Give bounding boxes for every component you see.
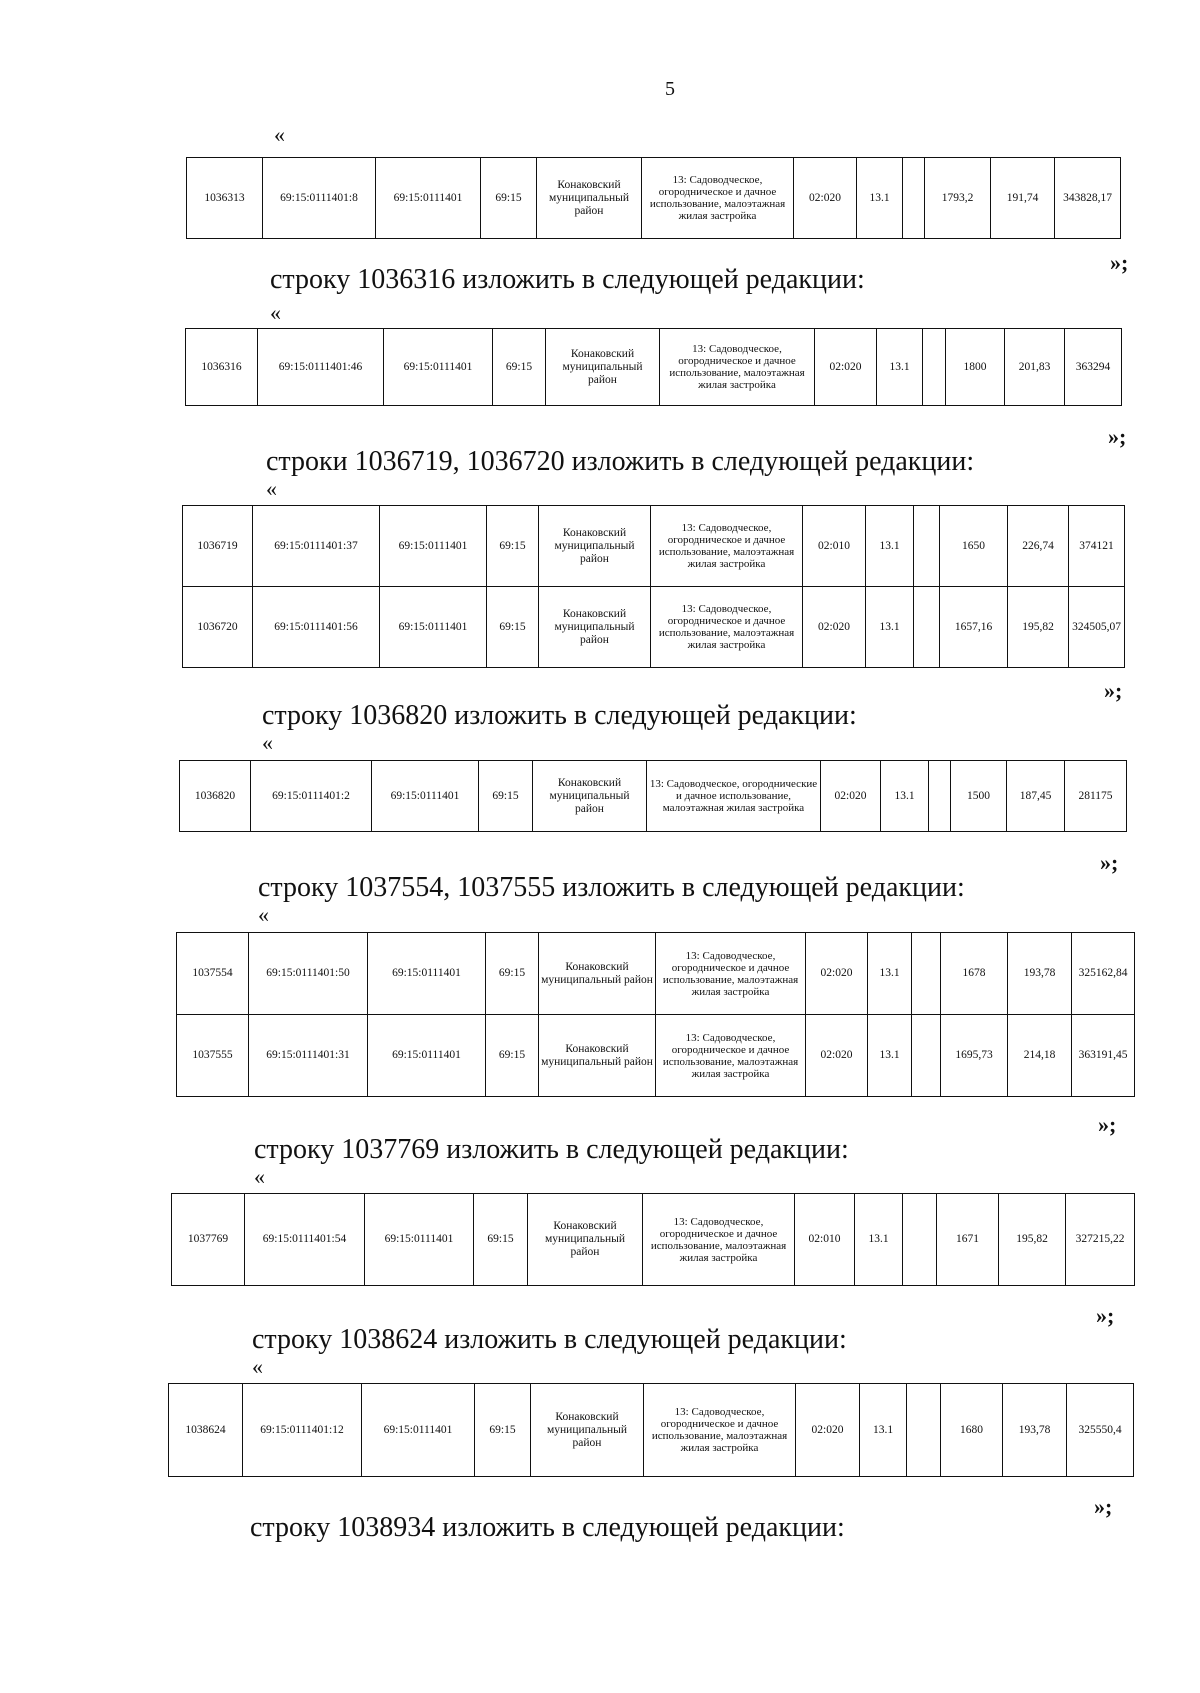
blank-cell (914, 506, 940, 587)
district-code: 69:15 (486, 1015, 539, 1097)
group: 13.1 (868, 1015, 912, 1097)
cadastral-number: 69:15:0111401:56 (253, 587, 380, 668)
blank-cell (912, 1015, 941, 1097)
area: 1678 (941, 933, 1008, 1015)
cadastral-number: 69:15:0111401:8 (263, 158, 376, 239)
section-heading: строку 1036820 изложить в следующей редакции: (262, 700, 857, 731)
group: 13.1 (866, 506, 914, 587)
cadastral-value: 325550,4 (1067, 1384, 1134, 1477)
cadastral-value: 363294 (1065, 329, 1122, 406)
rate: 191,74 (991, 158, 1055, 239)
cadastral-quarter: 69:15:0111401 (376, 158, 481, 239)
code: 02:020 (821, 761, 881, 832)
row-table (168, 1383, 1134, 1477)
row-id: 1036313 (187, 158, 263, 239)
table-row (177, 1015, 1135, 1097)
table-row (177, 933, 1135, 1015)
row-id: 1036316 (186, 329, 258, 406)
table-row (183, 587, 1125, 668)
district-code: 69:15 (481, 158, 537, 239)
cadastral-quarter: 69:15:0111401 (372, 761, 479, 832)
cadastral-number: 69:15:0111401:12 (243, 1384, 362, 1477)
close-quote: »; (1104, 678, 1123, 703)
district-name: Конаковский муниципальный район (546, 329, 660, 406)
area: 1680 (941, 1384, 1003, 1477)
code: 02:010 (803, 506, 866, 587)
group: 13.1 (857, 158, 903, 239)
group: 13.1 (855, 1194, 903, 1286)
open-quote: « (252, 1354, 263, 1379)
close-quote: »; (1098, 1112, 1117, 1137)
district-name: Конаковский муниципальный район (531, 1384, 644, 1477)
rate: 201,83 (1005, 329, 1065, 406)
area: 1800 (946, 329, 1005, 406)
cadastral-value: 327215,22 (1066, 1194, 1135, 1286)
cadastral-quarter: 69:15:0111401 (380, 587, 487, 668)
row-table (179, 760, 1127, 832)
land-use-purpose: 13: Садоводческое, огородническое и дачное использование, малоэтажная жилая застройка (660, 329, 815, 406)
rate: 214,18 (1008, 1015, 1072, 1097)
section-heading: строку 1038624 изложить в следующей редакции: (252, 1324, 847, 1355)
open-quote: « (254, 1164, 265, 1189)
district-code: 69:15 (486, 933, 539, 1015)
row-id: 1036820 (180, 761, 251, 832)
blank-cell (903, 158, 925, 239)
cadastral-number: 69:15:0111401:54 (245, 1194, 365, 1286)
cadastral-number: 69:15:0111401:31 (249, 1015, 368, 1097)
area: 1671 (937, 1194, 999, 1286)
row-id: 1037555 (177, 1015, 249, 1097)
cadastral-value: 343828,17 (1055, 158, 1121, 239)
open-quote: « (266, 476, 277, 501)
cadastral-value: 363191,45 (1072, 1015, 1135, 1097)
row-id: 1036720 (183, 587, 253, 668)
row-id: 1036719 (183, 506, 253, 587)
group: 13.1 (877, 329, 923, 406)
group: 13.1 (860, 1384, 907, 1477)
cadastral-quarter: 69:15:0111401 (380, 506, 487, 587)
group: 13.1 (866, 587, 914, 668)
open-quote: « (262, 730, 273, 755)
area: 1657,16 (940, 587, 1008, 668)
open-quote: « (274, 122, 285, 147)
cadastral-value: 325162,84 (1072, 933, 1135, 1015)
district-name: Конаковский муниципальный район (533, 761, 647, 832)
blank-cell (923, 329, 946, 406)
cadastral-value: 374121 (1069, 506, 1125, 587)
row-id: 1037769 (172, 1194, 245, 1286)
land-use-purpose: 13: Садоводческое, огородническое и дачное использование, малоэтажная жилая застройка (642, 158, 794, 239)
code: 02:010 (795, 1194, 855, 1286)
cadastral-number: 69:15:0111401:50 (249, 933, 368, 1015)
rate: 195,82 (999, 1194, 1066, 1286)
section-heading: строку 1037554, 1037555 изложить в следующей редакции: (258, 872, 965, 903)
code: 02:020 (794, 158, 857, 239)
land-use-purpose: 13: Садоводческое, огородническое и дачное использование, малоэтажная жилая застройка (644, 1384, 796, 1477)
group: 13.1 (881, 761, 929, 832)
code: 02:020 (796, 1384, 860, 1477)
table-row (187, 158, 1121, 239)
cadastral-quarter: 69:15:0111401 (368, 933, 486, 1015)
open-quote: « (270, 300, 281, 325)
row-table (185, 328, 1122, 406)
district-name: Конаковский муниципальный район (537, 158, 642, 239)
district-code: 69:15 (487, 506, 539, 587)
code: 02:020 (806, 1015, 868, 1097)
cadastral-quarter: 69:15:0111401 (362, 1384, 475, 1477)
district-name: Конаковский муниципальный район (539, 587, 651, 668)
district-name: Конаковский муниципальный район (539, 933, 656, 1015)
blank-cell (912, 933, 941, 1015)
district-code: 69:15 (487, 587, 539, 668)
land-use-purpose: 13: Садоводческое, огороднические и дачное использование, малоэтажная жилая застройка (647, 761, 821, 832)
table-row (183, 506, 1125, 587)
district-name: Конаковский муниципальный район (528, 1194, 643, 1286)
row-table (182, 505, 1125, 668)
cadastral-quarter: 69:15:0111401 (365, 1194, 474, 1286)
table-row (169, 1384, 1134, 1477)
area: 1695,73 (941, 1015, 1008, 1097)
code: 02:020 (806, 933, 868, 1015)
row-table (176, 932, 1135, 1097)
code: 02:020 (815, 329, 877, 406)
land-use-purpose: 13: Садоводческое, огородническое и дачное использование, малоэтажная жилая застройка (651, 506, 803, 587)
close-quote: »; (1110, 250, 1129, 275)
land-use-purpose: 13: Садоводческое, огородническое и дачное использование, малоэтажная жилая застройка (656, 1015, 806, 1097)
table-row (172, 1194, 1135, 1286)
cadastral-quarter: 69:15:0111401 (384, 329, 493, 406)
rate: 187,45 (1007, 761, 1065, 832)
blank-cell (929, 761, 951, 832)
section-heading: строку 1036316 изложить в следующей редакции: (270, 264, 865, 295)
land-use-purpose: 13: Садоводческое, огородническое и дачное использование, малоэтажная жилая застройка (651, 587, 803, 668)
row-id: 1038624 (169, 1384, 243, 1477)
close-quote: »; (1096, 1303, 1115, 1328)
land-use-purpose: 13: Садоводческое, огородническое и дачное использование, малоэтажная жилая застройка (656, 933, 806, 1015)
row-id: 1037554 (177, 933, 249, 1015)
section-heading: строки 1036719, 1036720 изложить в следующей редакции: (266, 446, 975, 477)
district-name: Конаковский муниципальный район (539, 1015, 656, 1097)
cadastral-number: 69:15:0111401:2 (251, 761, 372, 832)
rate: 226,74 (1008, 506, 1069, 587)
district-name: Конаковский муниципальный район (539, 506, 651, 587)
land-use-purpose: 13: Садоводческое, огородническое и дачное использование, малоэтажная жилая застройка (643, 1194, 795, 1286)
cadastral-value: 324505,07 (1069, 587, 1125, 668)
blank-cell (903, 1194, 937, 1286)
district-code: 69:15 (493, 329, 546, 406)
close-quote: »; (1100, 850, 1119, 875)
row-table (171, 1193, 1135, 1286)
rate: 193,78 (1008, 933, 1072, 1015)
cadastral-quarter: 69:15:0111401 (368, 1015, 486, 1097)
close-quote: »; (1108, 424, 1127, 449)
rate: 193,78 (1003, 1384, 1067, 1477)
cadastral-number: 69:15:0111401:37 (253, 506, 380, 587)
district-code: 69:15 (479, 761, 533, 832)
blank-cell (914, 587, 940, 668)
area: 1793,2 (925, 158, 991, 239)
rate: 195,82 (1008, 587, 1069, 668)
row-table (186, 157, 1121, 239)
open-quote: « (258, 902, 269, 927)
district-code: 69:15 (475, 1384, 531, 1477)
section-heading: строку 1037769 изложить в следующей редакции: (254, 1134, 849, 1165)
table-row (186, 329, 1122, 406)
district-code: 69:15 (474, 1194, 528, 1286)
blank-cell (907, 1384, 941, 1477)
table-row (180, 761, 1127, 832)
page-number: 5 (665, 78, 675, 100)
area: 1500 (951, 761, 1007, 832)
close-quote: »; (1094, 1494, 1113, 1519)
code: 02:020 (803, 587, 866, 668)
group: 13.1 (868, 933, 912, 1015)
area: 1650 (940, 506, 1008, 587)
cadastral-value: 281175 (1065, 761, 1127, 832)
section-heading: строку 1038934 изложить в следующей редакции: (250, 1512, 845, 1543)
cadastral-number: 69:15:0111401:46 (258, 329, 384, 406)
